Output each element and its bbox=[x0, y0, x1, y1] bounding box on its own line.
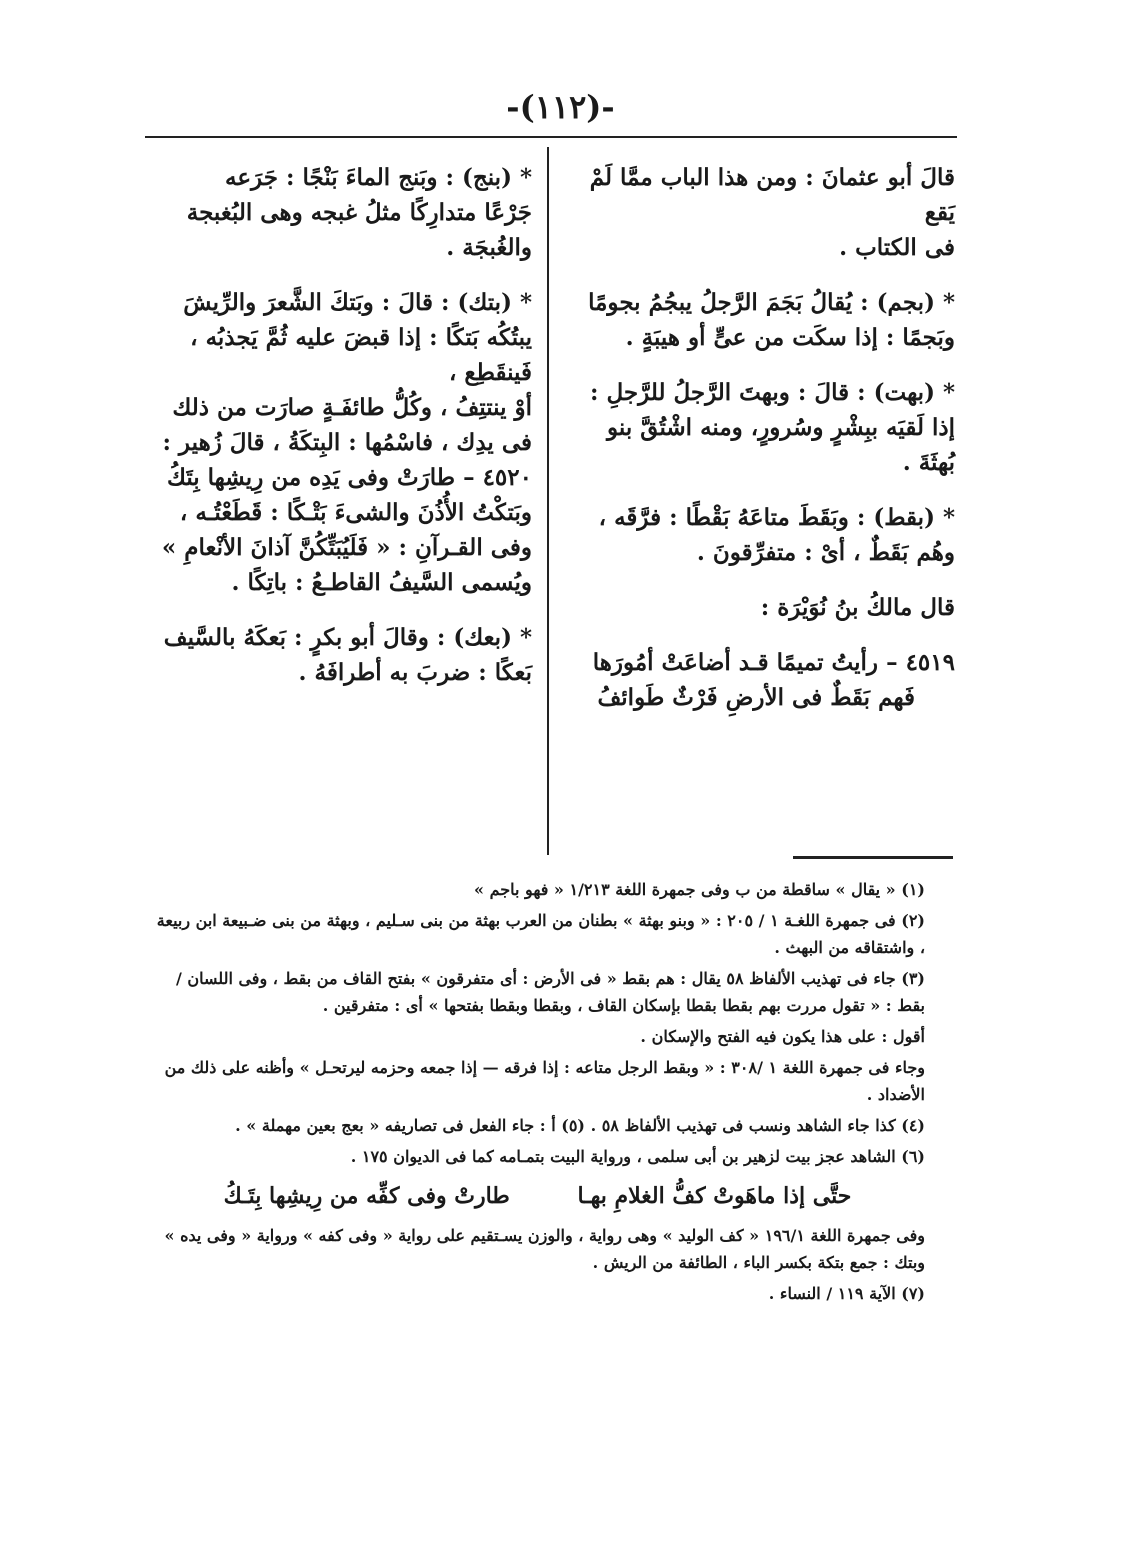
footnote: (٢) فى جمهرة اللغـة ١ / ٢٠٥ : « وبنو بهثة » بطنان من العرب بهثة من بنى سـليم ، وبهثة من بنى ضـبيعة ابن ربيعة ، واشتقاقه من البهث . bbox=[156, 911, 925, 957]
verse-text: طارَتْ وفى يَدِه من رِيشِها بِتَكُ bbox=[166, 464, 456, 491]
page-number: -(١١٢)- bbox=[506, 88, 615, 126]
entry-line: فى يدِك ، فاسْمُها : البِتكَةُ ، قالَ زُهير : bbox=[162, 429, 532, 456]
entry-line: * (بقط) : وبَقَطَ متاعَهُ بَقْطًا : فرَّقَه ، bbox=[598, 504, 955, 531]
entry-bqt bbox=[565, 500, 955, 570]
verse-number: ٤٥٢٠ – bbox=[463, 464, 532, 491]
entry-bht bbox=[565, 375, 955, 480]
footnote: وفى جمهرة اللغة ١٩٦/١ « كف الوليد » وهى رواية ، والوزن يسـتقيم على رواية « وفى كفه » ورواية « وفى يده » وبتك : جمع بتكة بكسر الباء ، الطائفة من الريش . bbox=[164, 1226, 925, 1272]
footnote: (٤) كذا جاء الشاهد ونسب فى تهذيب الألفاظ ٥٨ . (٥) أ : جاء الفعل فى تصاريفه « بعج بعين مهملة » . bbox=[235, 1116, 925, 1135]
verse-hemistich-1: رأيتُ تميمًا قـد أضاعَتْ أمُورَها bbox=[592, 649, 879, 676]
entry-bjm bbox=[565, 285, 955, 355]
entry-line: * (بعك) : وقالَ أبو بكرٍ : بَعكَهُ بالسَّيف bbox=[163, 624, 532, 651]
footnote: أقول : على هذا يكون فيه الفتح والإسكان . bbox=[640, 1027, 925, 1046]
intro-paragraph bbox=[565, 160, 955, 265]
entry-line: * (بتك) : قالَ : وبَتكَ الشَّعرَ والرِّيشَ bbox=[183, 289, 532, 316]
verse-4520 bbox=[150, 460, 532, 495]
entry-line: جَرْعًا متدارِكًا مثلُ غبجه وهى البُغبجة والغُبجَة . bbox=[186, 199, 532, 261]
entry-line: وبَتكْتُ الأُذُنَ والشىءَ بَتْـكًا : قَطَعْتُـه ، bbox=[179, 499, 532, 526]
entry-line: إذا لَقيَه ببِشْرٍ وسُرورٍ، ومنه اشْتُقَّ بنو بُهثَةَ . bbox=[607, 414, 955, 476]
footnote: وجاء فى جمهرة اللغة ١ /٣٠٨ : « وبقط الرجل متاعه : إذا فرقه — إذا جمعه وحزمه ليرتحـل » وأظنه على ذلك من الأضداد . bbox=[164, 1058, 925, 1104]
entry-line: يبتُكُه بَتكًا : إذا قبضَ عليه ثُمَّ يَجذبُه ، فَينقَطِع ، bbox=[190, 324, 532, 386]
entry-line: أوْ ينتتِفُ ، وكُلُّ طائفَـةٍ صارَت من ذلك bbox=[172, 394, 532, 421]
entry-line: وبَجمًا : إذا سكَت من عىٍّ أو هيبَةٍ . bbox=[625, 324, 955, 351]
entry-line: بَعكًا : ضربَ به أطرافَهُ . bbox=[298, 659, 532, 686]
footnotes bbox=[150, 876, 925, 1311]
right-column bbox=[565, 160, 955, 733]
intro-line: فى الكتاب . bbox=[839, 234, 955, 261]
poet-line: قال مالكُ بنُ نُوَيْرَة : bbox=[760, 594, 955, 621]
footnote-rule bbox=[793, 856, 953, 859]
entry-line: وهُم بَقَطٌ ، أىْ : متفرِّقونَ . bbox=[696, 539, 955, 566]
entry-line: وفى القـرآنِ : « فَلَيُبَتِّكُنَّ آذانَ الأنْعامِ » bbox=[161, 534, 532, 561]
left-column bbox=[150, 160, 532, 710]
verse-number: ٤٥١٩ – bbox=[886, 649, 955, 676]
entry-line: * (بنج) : وبَنج الماءَ بَنْجًا : جَرَعه bbox=[225, 164, 532, 191]
entry-bnj bbox=[150, 160, 532, 265]
entry-line: * (بجم) : يُقالُ بَجَمَ الرَّجلُ يبجُمُ بجومًا bbox=[588, 289, 955, 316]
footnote-verse-hemistich-1: حتَّى إذا ماهَوتْ كفُّ الغلامِ بهـا bbox=[577, 1183, 852, 1209]
footnote: (٦) الشاهد عجز بيت لزهير بن أبى سلمى ، ورواية البيت بتمـامه كما فى الديوان ١٧٥ . bbox=[350, 1147, 925, 1166]
footnote: (٣) جاء فى تهذيب الألفاظ ٥٨ يقال : هم بقط « فى الأرض : أى متفرقون » بفتح القاف من بقط ، وفى اللسان / بقط : « تقول مررت بهم بقطا بقطا بإسكان القاف ، وبقطا وبقطا بفتحها » أى : متفرقين . bbox=[175, 969, 925, 1015]
footnote: (١) « يقال » ساقطة من ب وفى جمهرة اللغة ١/٢١٣ « فهو باجم » bbox=[474, 880, 925, 899]
entry-line: * (بهت) : قالَ : وبهتَ الرَّجلُ للرَّجلِ : bbox=[590, 379, 955, 406]
entry-btk bbox=[150, 285, 532, 600]
poet-attribution bbox=[565, 590, 955, 625]
entry-bek bbox=[150, 620, 532, 690]
verse-hemistich-2: فَهم بَقَطٌ فى الأرضِ فَرْثٌ طَوائفُ bbox=[597, 684, 915, 711]
verse-4519 bbox=[565, 645, 955, 715]
entry-line: ويُسمى السَّيفُ القاطـعُ : باتِكًا . bbox=[231, 569, 532, 596]
footnote-verse bbox=[150, 1176, 925, 1216]
header-rule bbox=[145, 136, 957, 138]
intro-line: قالَ أبو عثمانَ : ومن هذا الباب ممَّا لَمْ يَقع bbox=[589, 164, 955, 226]
footnote-verse-hemistich-2: طارتْ وفى كفِّه من رِيشِها بِتَـكُ bbox=[223, 1183, 510, 1209]
column-divider bbox=[547, 147, 549, 855]
footnote: (٧) الآية ١١٩ / النساء . bbox=[768, 1284, 925, 1303]
